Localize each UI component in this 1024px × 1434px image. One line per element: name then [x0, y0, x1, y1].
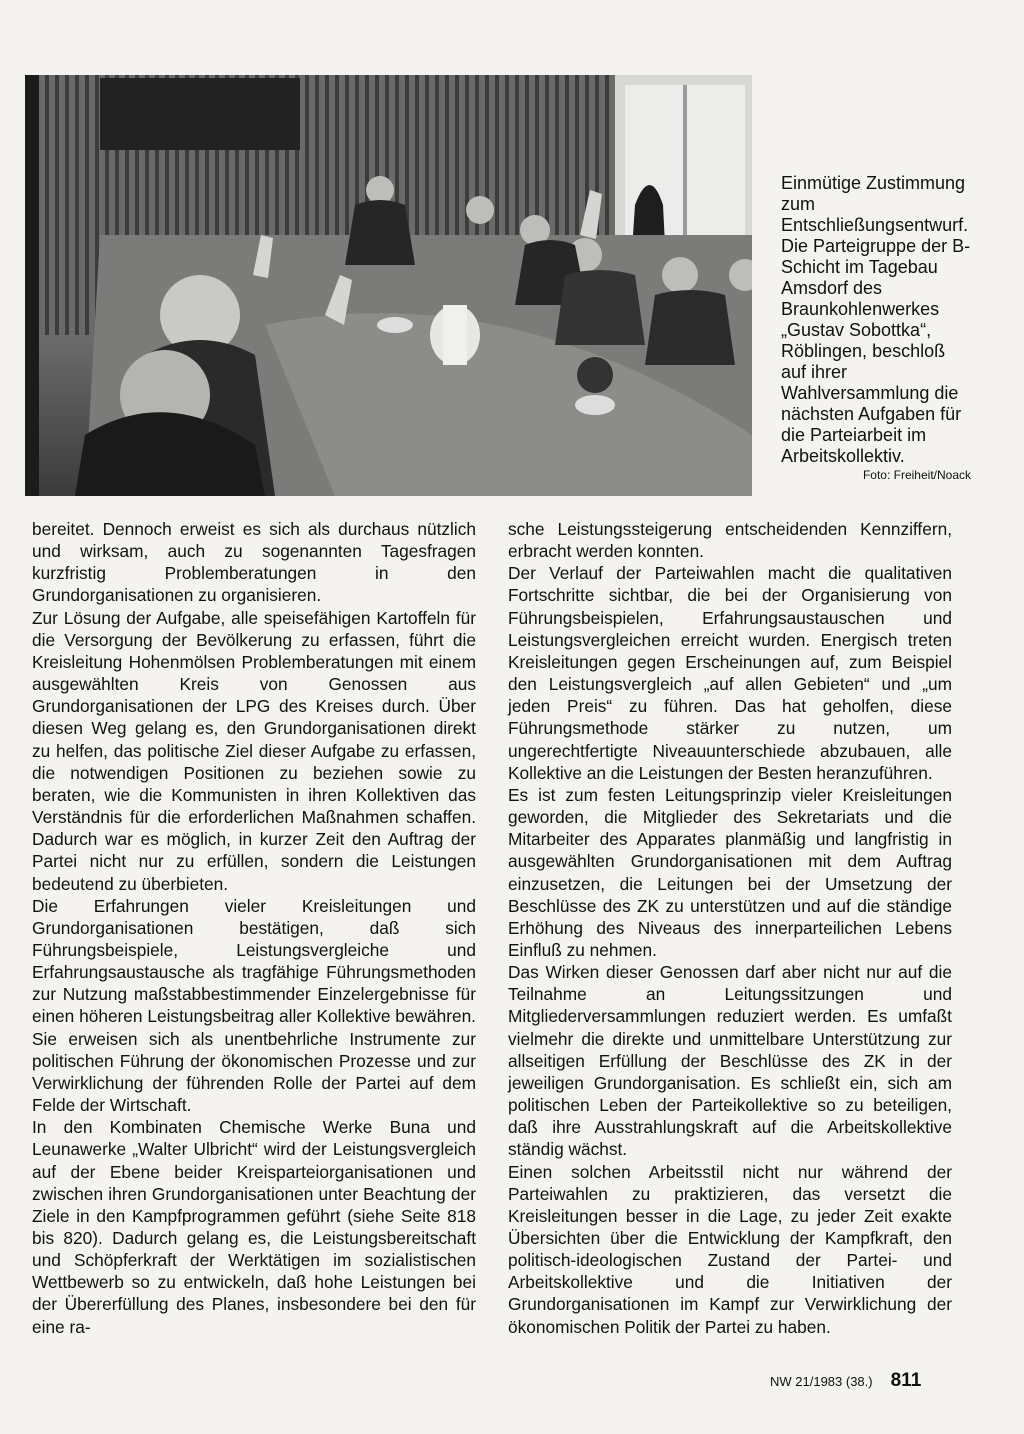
issue-label: NW 21/1983 (38.)	[770, 1374, 873, 1389]
photo-credit: Foto: Freiheit/Noack	[862, 468, 971, 482]
page-footer	[770, 1370, 921, 1392]
meeting-photo	[25, 75, 752, 496]
right-column	[508, 518, 952, 1338]
right-paragraph: Es ist zum festen Leitungsprinzip vieler Kreisleitungen geworden, die Mitglieder des Sekretariats und die Mitarbeiter des Apparates planmäßig und langfristig in ausgewählten Grundorganisationen mit dem Auftrag einzusetzen, die Leitungen bei der Umsetzung der Beschlüsse des ZK zu unterstützen und auf die ständige Erhöhung des Niveaus des innerparteilichen Lebens Einfluß zu nehmen.	[508, 784, 952, 960]
right-paragraph: Der Verlauf der Parteiwahlen macht die qualitativen Fortschritte sichtbar, die bei der Organisierung von Führungsbeispielen, Erfahrungsaustauschen und Leistungsvergleichen erreicht wurden. Energisch treten Kreisleitungen gegen Erscheinungen auf, zum Beispiel den Leistungsvergleich „auf allen Gebieten“ und „um jeden Preis“ zu führen. Das hat geholfen, diese Führungsmethode stärker zu nutzen, um ungerechtfertigte Niveauunterschiede abzubauen, alle Kollektive an die Leistungen der Besten heranzuführen.	[508, 563, 952, 783]
left-paragraph: In den Kombinaten Chemische Werke Buna und Leunawerke „Walter Ulbricht“ wird der Leistungsvergleich auf der Ebene beider Kreisparteiorganisationen und zwischen ihren Grundorganisationen unter Beachtung der Ziele in den Kampfprogrammen geführt (siehe Seite 818 bis 820). Dadurch gelang es, die Leistungsbereitschaft und Schöpferkraft der Werktätigen im sozialistischen Wettbewerb so zu entwickeln, daß hohe Leistungen bei der Übererfüllung des Planes, insbesondere bei den für eine ra-	[32, 1117, 476, 1337]
right-paragraph: sche Leistungssteigerung entscheidenden Kennziffern, erbracht werden konnten.	[508, 519, 952, 562]
left-paragraph: Die Erfahrungen vieler Kreisleitungen und Grundorganisationen bestätigen, daß sich Führungsbeispiele, Leistungsvergleiche und Erfahrungsaustausche als tragfähige Führungsmethoden zur Nutzung maßstabbestimmender Einzelergebnisse für einen höheren Leistungsbeitrag aller Kollektive bewähren. Sie erweisen sich als unentbehrliche Instrumente zur politischen Führung der ökonomischen Prozesse und zur Verwirklichung der führenden Rolle der Partei auf dem Felde der Wirtschaft.	[32, 895, 476, 1116]
left-paragraph: Zur Lösung der Aufgabe, alle speisefähigen Kartoffeln für die Versorgung der Bevölkerung zu erfassen, führt die Kreisleitung Hohenmölsen Problemberatungen mit einem ausgewählten Kreis von Genossen aus Grundorganisationen der LPG des Kreises durch. Über diesen Weg gelang es, den Grundorganisationen direkt zu helfen, das politische Ziel dieser Aufgabe zu erfassen, die notwendigen Positionen zu beziehen sowie zu beraten, wie die Kommunisten in ihren Kollektiven das Verständnis für die erforderlichen Maßnahmen schaffen. Dadurch war es möglich, in kurzer Zeit den Auftrag der Partei nicht nur zu erfüllen, sondern die Leistungen bedeutend zu überbieten.	[32, 607, 476, 894]
photo-caption	[781, 173, 971, 483]
right-paragraph: Das Wirken dieser Genossen darf aber nicht nur auf die Teilnahme an Leitungssitzungen und Mitgliederversammlungen reduziert werden. Es umfaßt vielmehr die direkte und unmittelbare Unterstützung zur allseitigen Erfüllung der Beschlüsse des ZK in der jeweiligen Grundorganisation. Es schließt ein, sich am politischen Leben der Parteikollektive so zu beteiligen, daß ihre Ausstrahlungskraft auf die Arbeitskollektive ständig wächst.	[508, 962, 952, 1160]
meeting-photo-illustration	[25, 75, 752, 496]
right-paragraph: Einen solchen Arbeitsstil nicht nur während der Parteiwahlen zu praktizieren, das versetzt die Kreisleitungen besser in die Lage, zu jeder Zeit exakte Übersichten über die Entwicklung der Kampfkraft, den politisch-ideologischen Zustand der Partei- und Arbeitskollektive und die Initiativen der Grundorganisationen im Kampf zur Verwirklichung der ökonomischen Politik der Partei zu haben.	[508, 1161, 952, 1337]
page-number: 811	[890, 1370, 922, 1391]
left-column	[32, 518, 476, 1338]
left-paragraph: bereitet. Dennoch erweist es sich als durchaus nützlich und wirksam, auch zu sogenannten Tagesfragen kurzfristig Problemberatungen in den Grundorganisationen zu organisieren.	[32, 519, 476, 606]
caption-text: Einmütige Zustimmung zum Entschließungsentwurf. Die Parteigruppe der B-Schicht im Tagebau Amsdorf des Braunkohlenwerkes „Gustav Sobottka“, Röblingen, beschloß auf ihrer Wahlversammlung die nächsten Aufgaben für die Parteiarbeit im Arbeitskollektiv.	[781, 173, 971, 466]
